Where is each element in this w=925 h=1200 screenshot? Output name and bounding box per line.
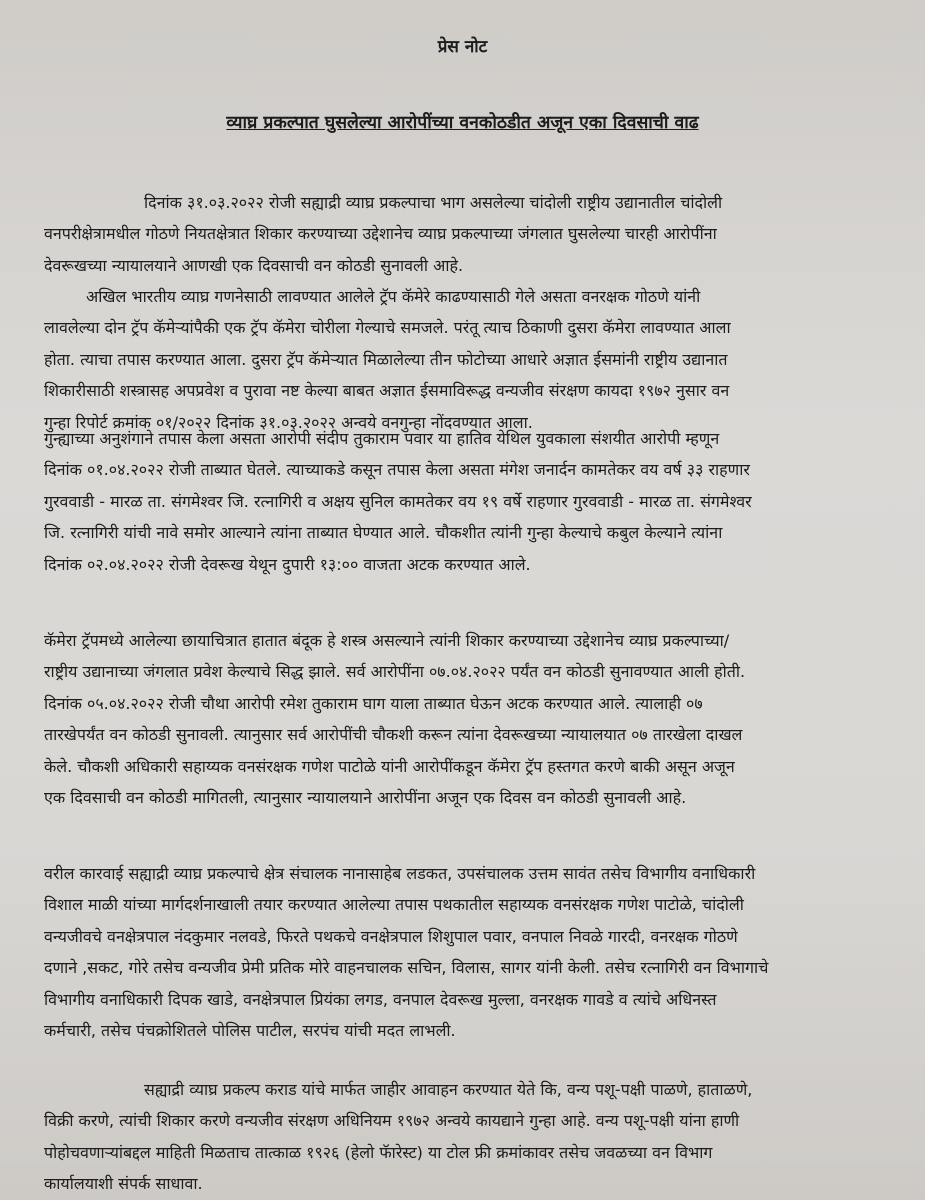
document-label: प्रेस नोट (437, 37, 488, 57)
paragraph-trap-camera-theft: अखिल भारतीय व्याघ्र गणनेसाठी लावण्यात आलेले ट्रॅप कॅमेरे काढण्यासाठी गेले असता वनरक्षक गोठणे यांनी लावलेल्या दोन ट्रॅप कॅमेऱ्यांपैकी एक ट्रॅप कॅमेरा चोरीला गेल्याचे समजले. परंतू त्याच ठिकाणी दुसरा कॅमेरा लावण्यात आला होता. त्याचा तपास करण्यात आला. दुसरा ट्रॅप कॅमेऱ्यात मिळालेल्या तीन फोटोच्या आधारे अज्ञात ईसमांनी राष्ट्रीय उद्यानात शिकारीसाठी शस्त्रासह अपप्रवेश व पुरावा नष्ट केल्या बाबत अज्ञात ईसमाविरूद्ध वन्यजीव संरक्षण कायदा १९७२ नुसार वन गुन्हा रिपोर्ट क्रमांक ०१/२०२२ दिनांक ३१.०३.२०२२ अन्वये वनगुन्हा नोंदवण्यात आला. (44, 287, 731, 432)
paragraph-custody-extension: कॅमेरा ट्रॅपमध्ये आलेल्या छायाचित्रात हातात बंदूक हे शस्त्र असल्याने त्यांनी शिकार करण्याच्या उद्देशानेच व्याघ्र प्रकल्पाच्या/ राष्ट्रीय उद्यानाच्या जंगलात प्रवेश केल्याचे सिद्ध झाले. सर्व आरोपींना ०७.०४.२०२२ पर्यंत वन कोठडी सुनावण्यात आली होती. दिनांक ०५.०४.२०२२ रोजी चौथा आरोपी रमेश तुकाराम घाग याला ताब्यात घेऊन अटक करण्यात आले. त्यालाही ०७ तारखेपर्यंत वन कोठडी सुनावली. त्यानुसार सर्व आरोपींची चौकशी करून त्यांना देवरूखच्या न्यायालयात ०७ तारखेला दाखल केले. चौकशी अधिकारी सहाय्यक वनसंरक्षक गणेश पाटोळे यांनी आरोपींकडून कॅमेरा ट्रॅप हस्तगत करणे बाकी असून अजून एक दिवसाची वन कोठडी मागितली, त्यानुसार न्यायालयाने आरोपींना अजून एक दिवस वन कोठडी सुनावली आहे. (44, 631, 746, 808)
document-title: व्याघ्र प्रकल्पात घुसलेल्या आरोपींच्या वनकोठडीत अजून एका दिवसाची वाढ (226, 113, 699, 133)
paragraph-court-custody: दिनांक ३१.०३.२०२२ रोजी सह्याद्री व्याघ्र प्रकल्पाचा भाग असलेल्या चांदोली राष्ट्रीय उद्यानातील चांदोली वनपरीक्षेत्रामधील गोठणे नियतक्षेत्रात शिकार करण्याच्या उद्देशानेच व्याघ्र प्रकल्पाच्या जंगलात घुसलेल्या चारही आरोपींना देवरूखच्या न्यायालयाने आणखी एक दिवसाची वन कोठडी सुनावली आहे. (44, 193, 723, 275)
paragraph-public-appeal: सह्याद्री व्याघ्र प्रकल्प कराड यांचे मार्फत जाहीर आवाहन करण्यात येते कि, वन्य पशू-पक्षी पाळणे, हाताळणे, विक्री करणे, त्यांची शिकार करणे वन्यजीव संरक्षण अधिनियम १९७२ अन्वये कायद्याने गुन्हा आहे. वन्य पशू-पक्षी यांना हाणी पोहोचवणाऱ्यांबद्दल माहिती मिळताच तात्काळ १९२६ (हेलो फॅारेस्ट) या टोल फ्री क्रमांकावर तसेच जवळच्या वन विभाग कार्यालयाशी संपर्क साधावा. (44, 1080, 753, 1194)
paragraph-action-team: वरील कारवाई सह्याद्री व्याघ्र प्रकल्पाचे क्षेत्र संचालक नानासाहेब लडकत, उपसंचालक उत्तम सावंत तसेच विभागीय वनाधिकारी विशाल माळी यांच्या मार्गदर्शनाखाली तयार करण्यात आलेल्या तपास पथकातील सहाय्यक वनसंरक्षक गणेश पाटोळे, चांदोली वन्यजीवचे वनक्षेत्रपाल नंदकुमार नलवडे, फिरते पथकचे वनक्षेत्रपाल शिशुपाल पवार, वनपाल निवळे गारदी, वनरक्षक गोठणे दणाने ,सकट, गोरे तसेच वन्यजीव प्रेमी प्रतिक मोरे वाहनचालक सचिन, विलास, सागर यांनी केली. तसेच रत्नागिरी वन विभागाचे विभागीय वनाधिकारी दिपक खाडे, वनक्षेत्रपाल प्रियंका लगड, वनपाल देवरूख मुल्ला, वनरक्षक गावडे व त्यांचे अधिनस्त कर्मचारी, तसेच पंचक्रोशितले पोलिस पाटील, सरपंच यांची मदत लाभली. (44, 864, 769, 1041)
paragraph-investigation-arrest: गुन्ह्याच्या अनुशंगाने तपास केला असता आरोपी संदीप तुकाराम पवार या हातिव येथिल युवकाला संशयीत आरोपी म्हणून दिनांक ०१.०४.२०२२ रोजी ताब्यात घेतले. त्याच्याकडे कसून तपास केला असता मंगेश जनार्दन कामतेकर वय वर्ष ३३ राहणार गुरववाडी - मारळ ता. संगमेश्वर जि. रत्नागिरी व अक्षय सुनिल कामतेकर वय १९ वर्षे राहणार गुरववाडी - मारळ ता. संगमेश्वर जि. रत्नागिरी यांची नावे समोर आल्याने त्यांना ताब्यात घेण्यात आले. चौकशीत त्यांनी गुन्हा केल्याचे कबुल केल्याने त्यांना दिनांक ०२.०४.२०२२ रोजी देवरूख येथून दुपारी १३:०० वाजता अटक करण्यात आले. (44, 429, 752, 574)
